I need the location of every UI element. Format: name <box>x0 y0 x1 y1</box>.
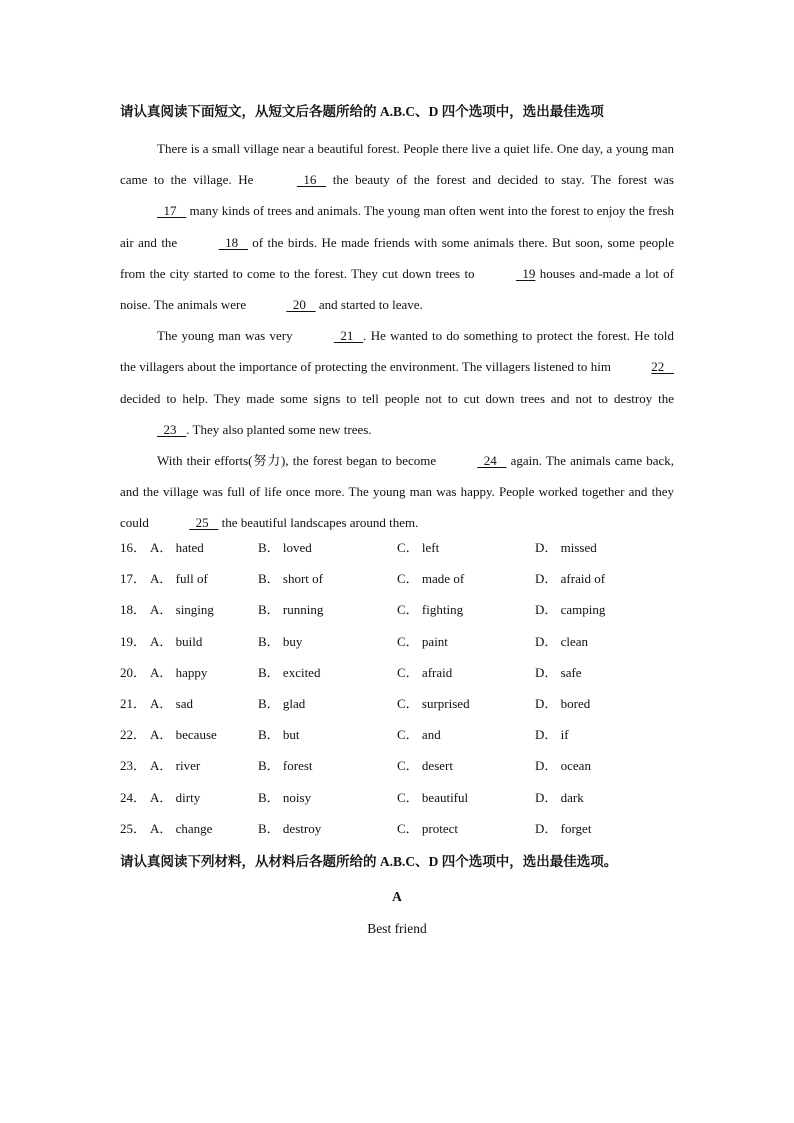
question-number: 21． <box>120 695 147 711</box>
question-number: 16． <box>120 540 147 555</box>
passage-paragraph-3 <box>120 445 674 539</box>
option-a: A． happy <box>150 664 208 680</box>
option-b: B． glad <box>258 695 306 711</box>
question-number: 18． <box>120 602 147 618</box>
option-d: D． if <box>535 727 569 743</box>
option-a: A． hated <box>150 540 204 555</box>
blank-19: 19 <box>515 265 536 281</box>
option-c: C． made of <box>397 571 465 587</box>
option-c: C． and <box>397 727 441 743</box>
option-a: A． dirty <box>150 789 201 805</box>
blank-22: 22 <box>651 359 674 375</box>
passage-paragraph-1 <box>120 133 674 320</box>
option-d: D． forget <box>535 820 592 836</box>
passage-text: the beautiful landscapes around them. <box>218 515 419 531</box>
blank-25: 25 <box>189 515 219 531</box>
passage-text: many kinds of trees and animals. The young man often went into the forest to enjoy the fresh air and the <box>120 203 674 250</box>
option-a: A． build <box>150 633 203 649</box>
passage-text: houses and-made a lot of noise. The animals were <box>120 265 674 313</box>
option-a: A． sad <box>150 695 193 711</box>
passage-text: again. The animals came back, and the village was full of life once more. The young man was happy. People worked together and they could <box>120 453 674 531</box>
cloze-passage <box>120 133 674 539</box>
question-number: 20． <box>120 664 147 680</box>
section-title: Best friend <box>367 921 427 936</box>
passage-text: of the birds. He made friends with some animals there. But soon, some people from the city started to come to the forest. They cut down trees to <box>120 234 674 281</box>
passage-text: There is a small village near a beautiful forest. People there live a quiet life. One day, a young man came to the village. He <box>120 141 674 188</box>
question-24-options <box>120 788 680 819</box>
question-number: 25． <box>120 820 147 836</box>
option-b: B． forest <box>258 758 313 774</box>
question-16-options <box>120 538 680 569</box>
option-b: B． buy <box>258 633 303 649</box>
question-number: 24． <box>120 789 147 805</box>
option-a: A． river <box>150 758 201 774</box>
option-c: C． beautiful <box>397 789 469 805</box>
option-c: C． desert <box>397 758 453 774</box>
option-d: D． bored <box>535 695 591 711</box>
option-a: A． because <box>150 727 217 743</box>
option-c: C． paint <box>397 633 448 649</box>
question-22-options <box>120 725 680 756</box>
option-d: D． clean <box>535 633 589 649</box>
option-d: D． camping <box>535 602 606 618</box>
question-20-options <box>120 663 680 694</box>
option-c: C． protect <box>397 820 459 836</box>
question-23-options <box>120 756 680 787</box>
question-number: 23． <box>120 758 147 774</box>
option-d: D． ocean <box>535 758 591 774</box>
answer-options <box>120 538 680 850</box>
question-19-options <box>120 632 680 663</box>
blank-24: 24 <box>477 453 507 469</box>
passage-text: and started to leave. <box>315 297 423 313</box>
passage-paragraph-2 <box>120 320 674 445</box>
option-c: C． left <box>397 540 440 555</box>
option-b: B． destroy <box>258 820 322 836</box>
option-b: B． short of <box>258 571 324 587</box>
option-b: B． running <box>258 602 324 618</box>
option-c: C． fighting <box>397 602 464 618</box>
option-a: A． change <box>150 820 213 836</box>
option-c: C． surprised <box>397 695 470 711</box>
passage-text: With their efforts(努力), the forest began to become <box>157 453 441 469</box>
blank-18: 18 <box>218 234 248 250</box>
question-17-options <box>120 569 680 600</box>
option-b: B． loved <box>258 540 312 555</box>
blank-23: 23 <box>157 421 187 437</box>
question-number: 22． <box>120 727 147 743</box>
blank-20: 20 <box>286 297 316 313</box>
passage-text: The young man was very <box>157 328 297 344</box>
passage-text: the beauty of the forest and decided to stay. The forest was <box>326 172 674 188</box>
question-25-options <box>120 819 680 850</box>
option-a: A． singing <box>150 602 214 618</box>
question-21-options <box>120 694 680 725</box>
option-d: D． dark <box>535 789 584 805</box>
blank-17: 17 <box>157 203 187 219</box>
question-18-options <box>120 600 680 631</box>
passage-text: . He wanted to do something to protect the forest. He told the villagers about the importance of protecting the environment. The villagers listened to him <box>120 328 674 375</box>
question-number: 19． <box>120 633 147 649</box>
passage-text: decided to help. They made some signs to tell people not to cut down trees and not to destroy the <box>120 390 674 406</box>
blank-21: 21 <box>333 328 364 344</box>
option-d: D． missed <box>535 540 597 555</box>
option-b: B． excited <box>258 664 321 680</box>
reading-instruction: 请认真阅读下列材料，从材料后各题所给的 A.B.C、D 四个选项中，选出最佳选项。 <box>120 854 618 869</box>
option-d: D． afraid of <box>535 571 606 587</box>
cloze-instruction: 请认真阅读下面短文，从短文后各题所给的 A.B.C、D 四个选项中，选出最佳选项 <box>120 104 604 119</box>
question-number: 17． <box>120 571 147 587</box>
option-d: D． safe <box>535 664 582 680</box>
option-a: A． full of <box>150 571 208 587</box>
passage-text: . They also planted some new trees. <box>186 421 372 437</box>
section-letter: A <box>392 889 402 904</box>
option-b: B． but <box>258 727 300 743</box>
option-c: C． afraid <box>397 664 453 680</box>
option-b: B． noisy <box>258 789 312 805</box>
blank-16: 16 <box>296 172 327 188</box>
